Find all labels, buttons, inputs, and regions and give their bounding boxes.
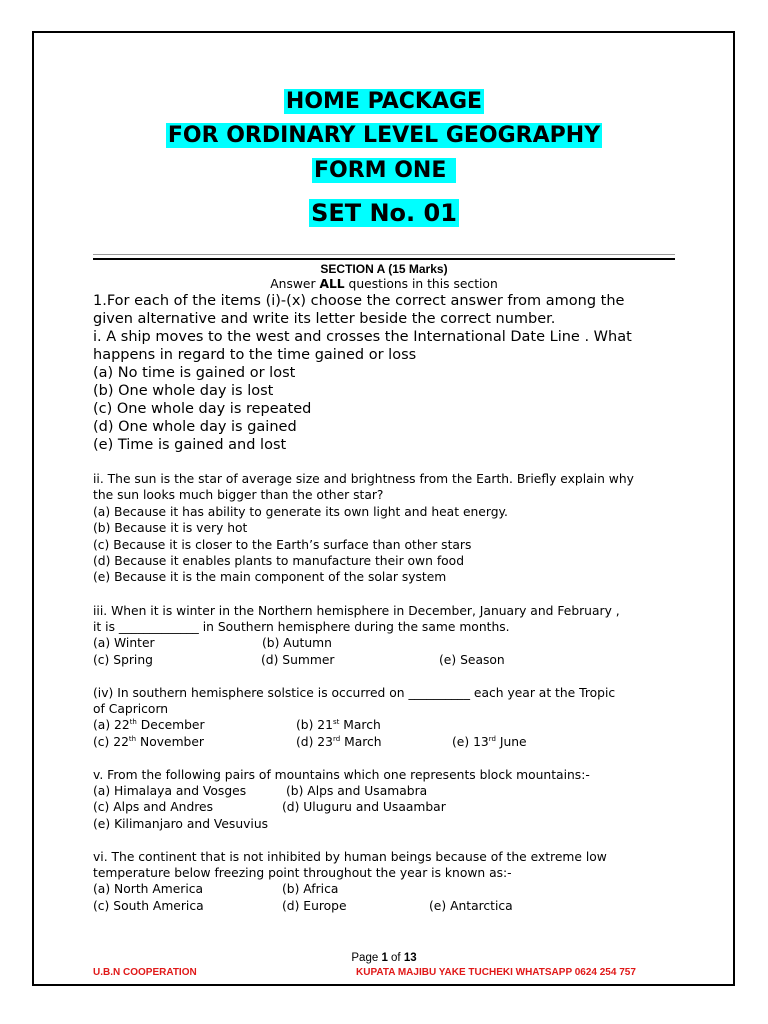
divider-thin [93, 254, 675, 255]
page-number: Page 1 of 13 [351, 952, 417, 964]
q3-stem-line-1: iii. When it is winter in the Northern hemisphere in December, January and February , [93, 604, 620, 618]
divider-thick [93, 258, 675, 260]
q1-option-b: (b) One whole day is lost [93, 383, 274, 399]
q1-stem-line-2: happens in regard to the time gained or loss [93, 347, 417, 363]
q1-stem-line-1: i. A ship moves to the west and crosses the International Date Line . What [93, 329, 632, 345]
q6-option-d: (d) Europe [282, 899, 347, 913]
section-heading: SECTION A (15 Marks) [320, 262, 448, 276]
q4-option-a: (a) 22th December [93, 717, 205, 732]
q5-option-c: (c) Alps and Andres [93, 800, 214, 814]
q3-option-c: (c) Spring [93, 653, 153, 667]
q3-option-e: (e) Season [439, 653, 505, 667]
q5-stem-line-1: v. From the following pairs of mountains which one represents block mountains:- [93, 768, 590, 782]
footer-right-text: KUPATA MAJIBU YAKE TUCHEKI WHATSAPP 0624 254 757 [356, 967, 636, 978]
q5-option-a: (a) Himalaya and Vosges [93, 784, 247, 798]
q1-option-d: (d) One whole day is gained [93, 419, 297, 435]
q3-option-d: (d) Summer [261, 653, 335, 667]
q3-option-a: (a) Winter [93, 636, 155, 650]
q4-stem-line-1: (iv) In southern hemisphere solstice is occurred on __________ each year at the Tropic [93, 686, 616, 700]
q3-stem-line-2: it is _____________ in Southern hemisphere during the same months. [93, 620, 510, 634]
q1-option-e: (e) Time is gained and lost [93, 437, 287, 453]
q2-option-a: (a) Because it has ability to generate its own light and heat energy. [93, 505, 508, 519]
q5-option-b: (b) Alps and Usamabra [286, 784, 428, 798]
q2-option-e: (e) Because it is the main component of the solar system [93, 570, 447, 584]
q2-option-d: (d) Because it enables plants to manufacture their own food [93, 554, 464, 568]
title-subject: FOR ORDINARY LEVEL GEOGRAPHY [167, 123, 601, 148]
title-form: FORM ONE [313, 158, 455, 183]
q6-option-c: (c) South America [93, 899, 204, 913]
title-set: SET No. 01 [311, 199, 457, 227]
q4-option-b: (b) 21st March [296, 717, 381, 732]
q6-stem-line-2: temperature below freezing point throughout the year is known as:- [93, 866, 512, 880]
q6-option-b: (b) Africa [282, 882, 339, 896]
q1-option-a: (a) No time is gained or lost [93, 365, 296, 381]
q2-stem-line-2: the sun looks much bigger than the other star? [93, 488, 384, 502]
footer-left-text: U.B.N COOPERATION [93, 967, 197, 978]
q6-option-a: (a) North America [93, 882, 204, 896]
q2-option-c: (c) Because it is closer to the Earth’s surface than other stars [93, 538, 472, 552]
q1-intro-line-2: given alternative and write its letter beside the correct number. [93, 311, 556, 327]
q1-intro-line-1: 1.For each of the items (i)-(x) choose the correct answer from among the [93, 293, 625, 309]
q2-option-b: (b) Because it is very hot [93, 521, 248, 535]
q4-option-c: (c) 22th November [93, 734, 204, 749]
q1-option-c: (c) One whole day is repeated [93, 401, 312, 417]
q6-stem-line-1: vi. The continent that is not inhibited by human beings because of the extreme low [93, 850, 607, 864]
q5-option-e: (e) Kilimanjaro and Vesuvius [93, 817, 269, 831]
q4-option-d: (d) 23rd March [296, 734, 382, 749]
q4-stem-line-2: of Capricorn [93, 702, 169, 716]
q2-stem-line-1: ii. The sun is the star of average size and brightness from the Earth. Briefly explain why [93, 472, 634, 486]
section-instruction: Answer ALL questions in this section [270, 277, 498, 291]
title-home-package: HOME PACKAGE [285, 89, 483, 114]
q5-option-d: (d) Uluguru and Usaambar [282, 800, 446, 814]
q4-option-e: (e) 13rd June [452, 734, 527, 749]
q3-option-b: (b) Autumn [262, 636, 332, 650]
q6-option-e: (e) Antarctica [429, 899, 513, 913]
